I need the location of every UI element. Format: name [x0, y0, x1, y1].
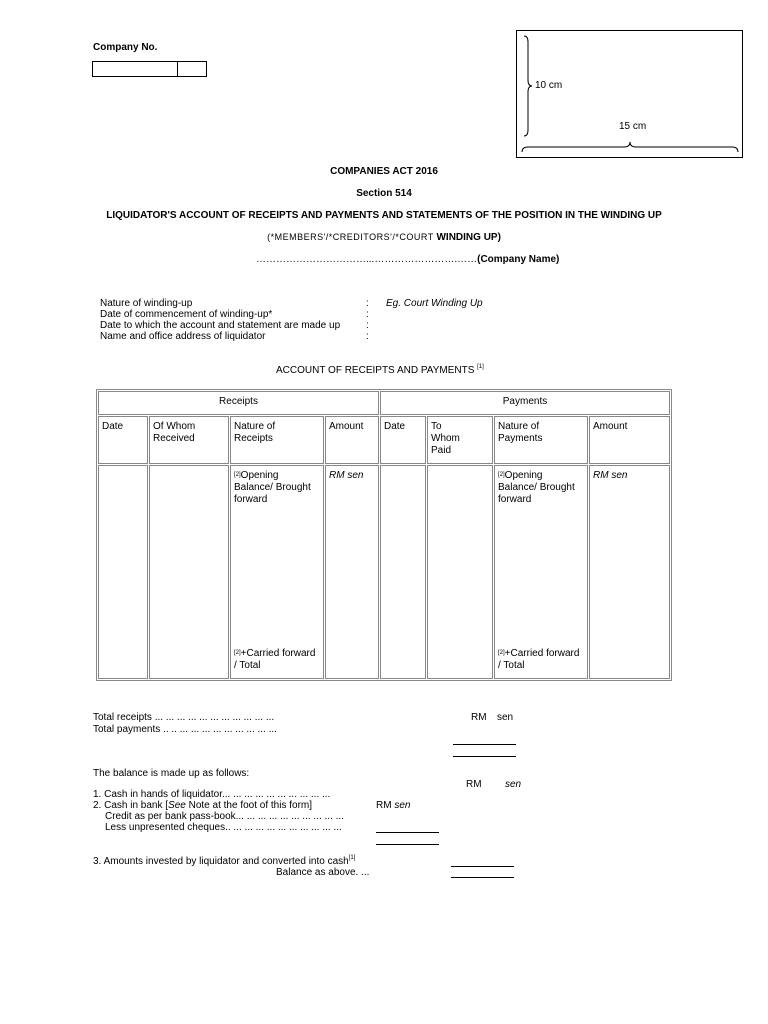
winding-up-type [0, 232, 768, 243]
balance-sen: sen [505, 779, 522, 790]
balance-item-pass-book: Credit as per bank pass-book... ... ... ... ... ... ... ... ... ... [105, 811, 344, 822]
detail-label: Nature of winding-up [100, 298, 193, 309]
item3-note: [1] [348, 855, 356, 861]
balance-item-cash-hand: 1. Cash in hands of liquidator... ... ... ... ... ... ... ... ... ... [93, 789, 331, 800]
form-heading: LIQUIDATOR'S ACCOUNT OF RECEIPTS AND PAYMENTS AND STATEMENTS OF THE POSITION IN THE WINDING UP [106, 210, 662, 221]
totals-rm: RM [471, 712, 487, 723]
payments-col-to-whom: To Whom Paid [427, 416, 493, 464]
account-title-note: [1] [477, 364, 484, 370]
item2-suffix: Note at the foot of this form] [185, 800, 313, 811]
company-no-check-field[interactable] [176, 61, 207, 77]
payments-amount-cell[interactable] [589, 465, 670, 679]
receipts-col-amount: Amount [325, 416, 379, 464]
receipts-date-cell[interactable] [98, 465, 148, 679]
payments-col-date: Date [380, 416, 426, 464]
payments-amount-unit: RM sen [593, 470, 628, 481]
balance-item-invested [93, 856, 355, 867]
payments-carried-text: +Carried forward / Total [498, 648, 580, 671]
company-name-dots: ……………………………...…………………….…… [256, 254, 478, 265]
item2-rm-sen [376, 800, 410, 811]
payments-carried-forward [498, 648, 584, 672]
receipts-carried-forward [234, 648, 320, 672]
details-colons [366, 298, 369, 342]
bank-line-2[interactable] [376, 844, 439, 845]
bank-line-1[interactable] [376, 832, 439, 833]
receipts-header: Receipts [98, 391, 379, 415]
total-payments: Total payments .. .. ... ... ... ... ... ... ... ... ... [93, 724, 277, 735]
receipts-carried-text: +Carried forward / Total [234, 648, 316, 671]
account-table [96, 389, 672, 681]
totals-line-2[interactable] [453, 756, 516, 757]
company-no-field[interactable] [92, 61, 178, 77]
payments-opening-balance [498, 470, 584, 506]
detail-colon: : [366, 298, 369, 309]
receipts-opening-note: [2] [234, 472, 241, 478]
total-receipts: Total receipts ... ... ... ... ... ... ... ... ... ... ... [93, 712, 275, 723]
payments-carried-note: [2] [498, 650, 505, 656]
invested-line-1[interactable] [451, 866, 514, 867]
payments-col-nature: Nature of Payments [494, 416, 588, 464]
item2-prefix: 2. Cash in bank [ [93, 800, 169, 811]
totals-line-1[interactable] [453, 744, 516, 745]
detail-label: Date of commencement of winding-up* [100, 309, 273, 320]
payments-nature-cell[interactable] [494, 465, 588, 679]
dimension-10cm: 10 cm [535, 80, 563, 91]
company-no-label: Company No. [93, 42, 158, 53]
balance-item-unpresented: Less unpresented cheques.. ... ... ... ... ... ... ... ... ... ... [105, 822, 342, 833]
account-title [276, 365, 484, 376]
balance-rm: RM [466, 779, 482, 790]
item3-text: 3. Amounts invested by liquidator and converted into cash [93, 856, 349, 867]
account-title-text: ACCOUNT OF RECEIPTS AND PAYMENTS [276, 365, 475, 376]
receipts-carried-note: [2] [234, 650, 241, 656]
payments-opening-note: [2] [498, 472, 505, 478]
payments-opening-text: Opening Balance/ Brought forward [498, 470, 575, 505]
dimension-15cm: 15 cm [619, 121, 647, 132]
winding-up-type-prefix: (*MEMBERS'/*CREDITORS'/*COURT [267, 232, 434, 242]
receipts-opening-text: Opening Balance/ Brought forward [234, 470, 311, 505]
act-title: COMPANIES ACT 2016 [330, 166, 438, 177]
detail-label: Name and office address of liquidator [100, 331, 266, 342]
balance-as-above: Balance as above. ... [276, 867, 370, 878]
balance-items [93, 789, 344, 833]
stamp-box-dimension-braces [516, 30, 746, 160]
detail-colon: : [366, 309, 369, 320]
receipts-opening-balance [234, 470, 320, 506]
totals-sen: sen [497, 712, 514, 723]
receipts-col-of-whom: Of Whom Received [149, 416, 229, 464]
balance-intro: The balance is made up as follows: [93, 768, 250, 779]
item2-rm: RM [376, 800, 392, 811]
item2-sen: sen [394, 800, 411, 811]
detail-colon: : [366, 320, 369, 331]
receipts-nature-cell[interactable] [230, 465, 324, 679]
company-name-label: (Company Name) [477, 254, 560, 265]
payments-header: Payments [380, 391, 670, 415]
invested-line-2[interactable] [451, 877, 514, 878]
totals-block [93, 712, 277, 736]
payments-date-cell[interactable] [380, 465, 426, 679]
receipts-amount-cell[interactable] [325, 465, 379, 679]
section-title: Section 514 [356, 188, 412, 199]
payments-col-amount: Amount [589, 416, 670, 464]
detail-label: Date to which the account and statement are made up [100, 320, 341, 331]
receipts-col-date: Date [98, 416, 148, 464]
detail-colon: : [366, 331, 369, 342]
receipts-col-nature: Nature of Receipts [230, 416, 324, 464]
receipts-of-whom-cell[interactable] [149, 465, 229, 679]
receipts-amount-unit: RM sen [329, 470, 364, 481]
details-labels [100, 298, 340, 342]
detail-value-nature[interactable]: Eg. Court Winding Up [386, 298, 483, 309]
winding-up-type-suffix: WINDING UP) [433, 232, 501, 243]
item2-see: See [168, 800, 186, 811]
payments-to-whom-cell[interactable] [427, 465, 493, 679]
balance-item-cash-bank [93, 800, 344, 811]
company-name-line [256, 254, 559, 265]
